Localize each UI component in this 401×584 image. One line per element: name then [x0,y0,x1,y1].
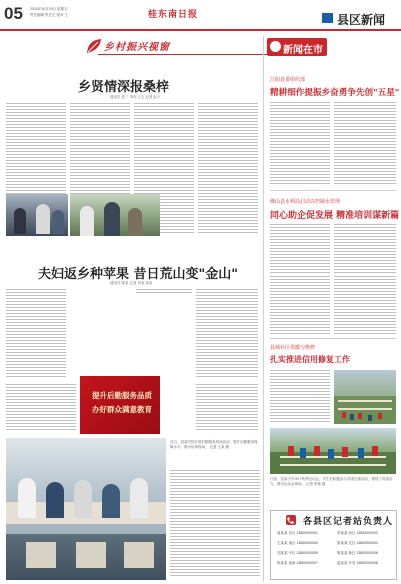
phone-icon [285,514,297,526]
story2-col2b-text [334,276,396,334]
story-divider-1 [270,190,396,191]
training-photo [6,438,166,580]
page-number: 05 [4,4,23,23]
story1-kicker: 江阳县委组织部 [270,77,306,83]
feature-headline-box [80,376,160,434]
feature-banner [84,36,194,58]
article1-title: 乡贤情深报桑梓 [78,80,170,95]
article2-col4-top [136,289,192,294]
section-name: 县区新闻 [337,13,386,27]
leaf-icon [84,36,104,56]
article2-title: 夫妇返乡种苹果 昔日荒山变"金山" [38,267,239,282]
sports-photo-caption: 日前，县某小学举行秋季运动会，学生们积极参与各项比赛活动，展现了青春活力。图为运动会现场。 记者 李某 摄 [270,477,393,486]
feature-headline-line2: 办好群众满意教育 [92,405,152,414]
directory-row: 王某某 南区 13800000003 [277,541,318,545]
story3-col1-text [270,370,330,424]
directory-row: 张某某 北区 13800000004 [337,541,378,545]
section-marker-icon [322,13,333,23]
bullet-icon [270,41,281,52]
column-divider [263,36,264,582]
story2-col1-text [270,224,330,274]
masthead: 桂东南日报 [148,10,199,20]
header-editor: 责任编辑 张先生 校对 王 [30,13,68,17]
directory-box [270,510,397,580]
article2-lower-text [6,384,76,432]
header-date: 2024年10月18日 星期五 [30,7,68,11]
story1-col1-text [270,102,330,186]
directory-row: 刘某某 中区 13800000005 [277,551,318,555]
story1-title: 精耕细作提振乡奋勇争先创"五星" [270,88,400,98]
article2-bottom-text [170,470,260,578]
article2-lower-right-text [196,384,258,432]
article1-col4-text [198,103,258,233]
feature-headline-line1: 提升后勤服务品质 [92,391,152,400]
story3-title: 扎实推进信用修复工作 [270,354,350,364]
article1-photo-left [6,194,68,236]
directory-row: 周某某 东区 13800000001 [277,531,318,535]
nav-tag [267,38,327,56]
directory-row: 杨某某 高新 13800000007 [277,561,318,565]
directory-row: 李某某 西区 13800000002 [337,531,378,535]
article2-byline: 通讯员 陈某 记者 刘某 周某 [110,281,153,285]
article2-col5-text [196,289,258,379]
right-nav [267,38,395,60]
directory-row: 陈某某 新区 13800000006 [337,551,378,555]
article2-col1-text [6,289,66,379]
story2-kicker: 佛山县水利局启动以控制水管理 [270,199,341,205]
training-photo-caption: 近日，县某学校开展后勤服务培训活动，提升后勤服务保障水平。图为培训现场。 记者 王某 摄 [170,440,258,449]
nav-label: 新闻在市 [283,45,323,56]
story-divider-2 [270,338,396,339]
story2-col2-text [334,224,396,274]
story1-col2-text [334,102,396,186]
banner-title: 乡村振兴视窗 [104,42,170,53]
sports-photo [334,370,396,424]
article1-byline: 通讯员 张三 李四 王五 记者 赵六 [110,95,161,99]
banner-rule [98,54,278,55]
story3-kicker: 县城社区供暖与维修 [270,345,316,351]
directory-row: 赵某某 开发 13800000008 [337,561,378,565]
page-header [0,0,401,31]
story2-col1b-text [270,276,330,334]
story2-title: 同心助企促发展 精准培训谋新篇 [270,211,400,221]
directory-title: 各县区记者站负责人 [303,517,394,527]
article1-photo-right [70,194,160,236]
sports-field-photo [270,428,396,474]
